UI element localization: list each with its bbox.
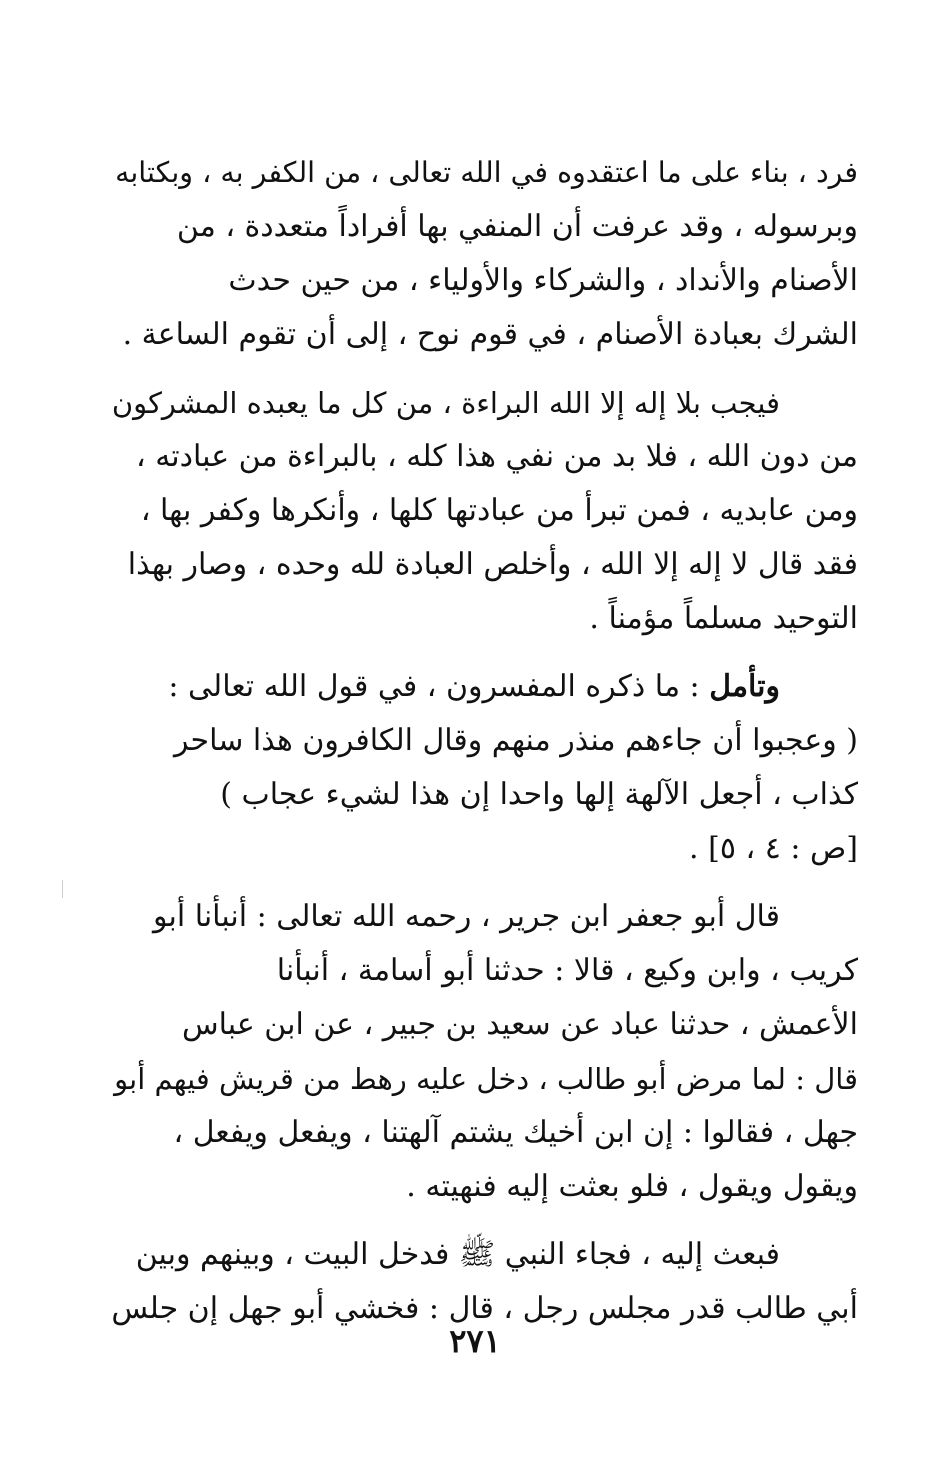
paragraph-5 xyxy=(106,1228,858,1336)
body-text xyxy=(106,146,858,1336)
lead-line-rest: : ما ذكره المفسرون ، في قول الله تعالى : xyxy=(168,669,700,704)
text-line: فقد قال لا إله إلا الله ، وأخلص العبادة لله وحده ، وصار بهذا xyxy=(127,547,858,582)
lead-word: وتأمل xyxy=(709,669,780,704)
text-line: [ص : ٤ ، ٥] . xyxy=(689,831,858,866)
text-line: الأصنام والأنداد ، والشركاء والأولياء ، من حين حدث xyxy=(228,263,858,298)
text-line: الشرك بعبادة الأصنام ، في قوم نوح ، إلى أن تقوم الساعة . xyxy=(122,317,858,352)
margin-mark xyxy=(62,880,63,898)
paragraph-3 xyxy=(106,660,858,876)
text-line: التوحيد مسلماً مؤمناً . xyxy=(589,601,858,636)
text-line: فبعث إليه ، فجاء النبي ﷺ فدخل البيت ، وبينهم وبين xyxy=(135,1237,780,1272)
text-line: فرد ، بناء على ما اعتقدوه في الله تعالى ، من الكفر به ، وبكتابه xyxy=(115,156,858,189)
page-number: ٢٧١ xyxy=(449,1322,501,1360)
text-line: أبي طالب قدر مجلس رجل ، قال : فخشي أبو جهل إن جلس xyxy=(111,1291,858,1326)
paragraph-2 xyxy=(106,376,858,646)
text-line: ( وعجبوا أن جاءهم منذر منهم وقال الكافرون هذا ساحر xyxy=(173,723,858,758)
paragraph-1 xyxy=(106,146,858,362)
text-line: ويقول ويقول ، فلو بعثت إليه فنهيته . xyxy=(406,1169,858,1204)
text-line xyxy=(106,660,858,714)
text-line: كذاب ، أجعل الآلهة إلها واحدا إن هذا لشيء عجاب ) xyxy=(220,777,858,812)
text-line: من دون الله ، فلا بد من نفي هذا كله ، بالبراءة من عبادته ، xyxy=(136,439,858,474)
text-line: جهل ، فقالوا : إن ابن أخيك يشتم آلهتنا ، ويفعل ويفعل ، xyxy=(173,1115,858,1150)
text-line: وبرسوله ، وقد عرفت أن المنفي بها أفراداً متعددة ، من xyxy=(176,209,858,244)
paragraph-4 xyxy=(106,890,858,1214)
text-line: فيجب بلا إله إلا الله البراءة ، من كل ما يعبده المشركون xyxy=(111,386,780,420)
text-line: قال : لما مرض أبو طالب ، دخل عليه رهط من قريش فيهم أبو xyxy=(114,1062,858,1096)
text-line: كريب ، وابن وكيع ، قالا : حدثنا أبو أسامة ، أنبأنا xyxy=(276,953,858,988)
text-line: قال أبو جعفر ابن جرير ، رحمه الله تعالى : أنبأنا أبو xyxy=(152,899,780,934)
text-line: ومن عابديه ، فمن تبرأ من عبادتها كلها ، وأنكرها وكفر بها ، xyxy=(140,493,858,528)
text-line: الأعمش ، حدثنا عباد عن سعيد بن جبير ، عن ابن عباس xyxy=(182,1007,858,1042)
